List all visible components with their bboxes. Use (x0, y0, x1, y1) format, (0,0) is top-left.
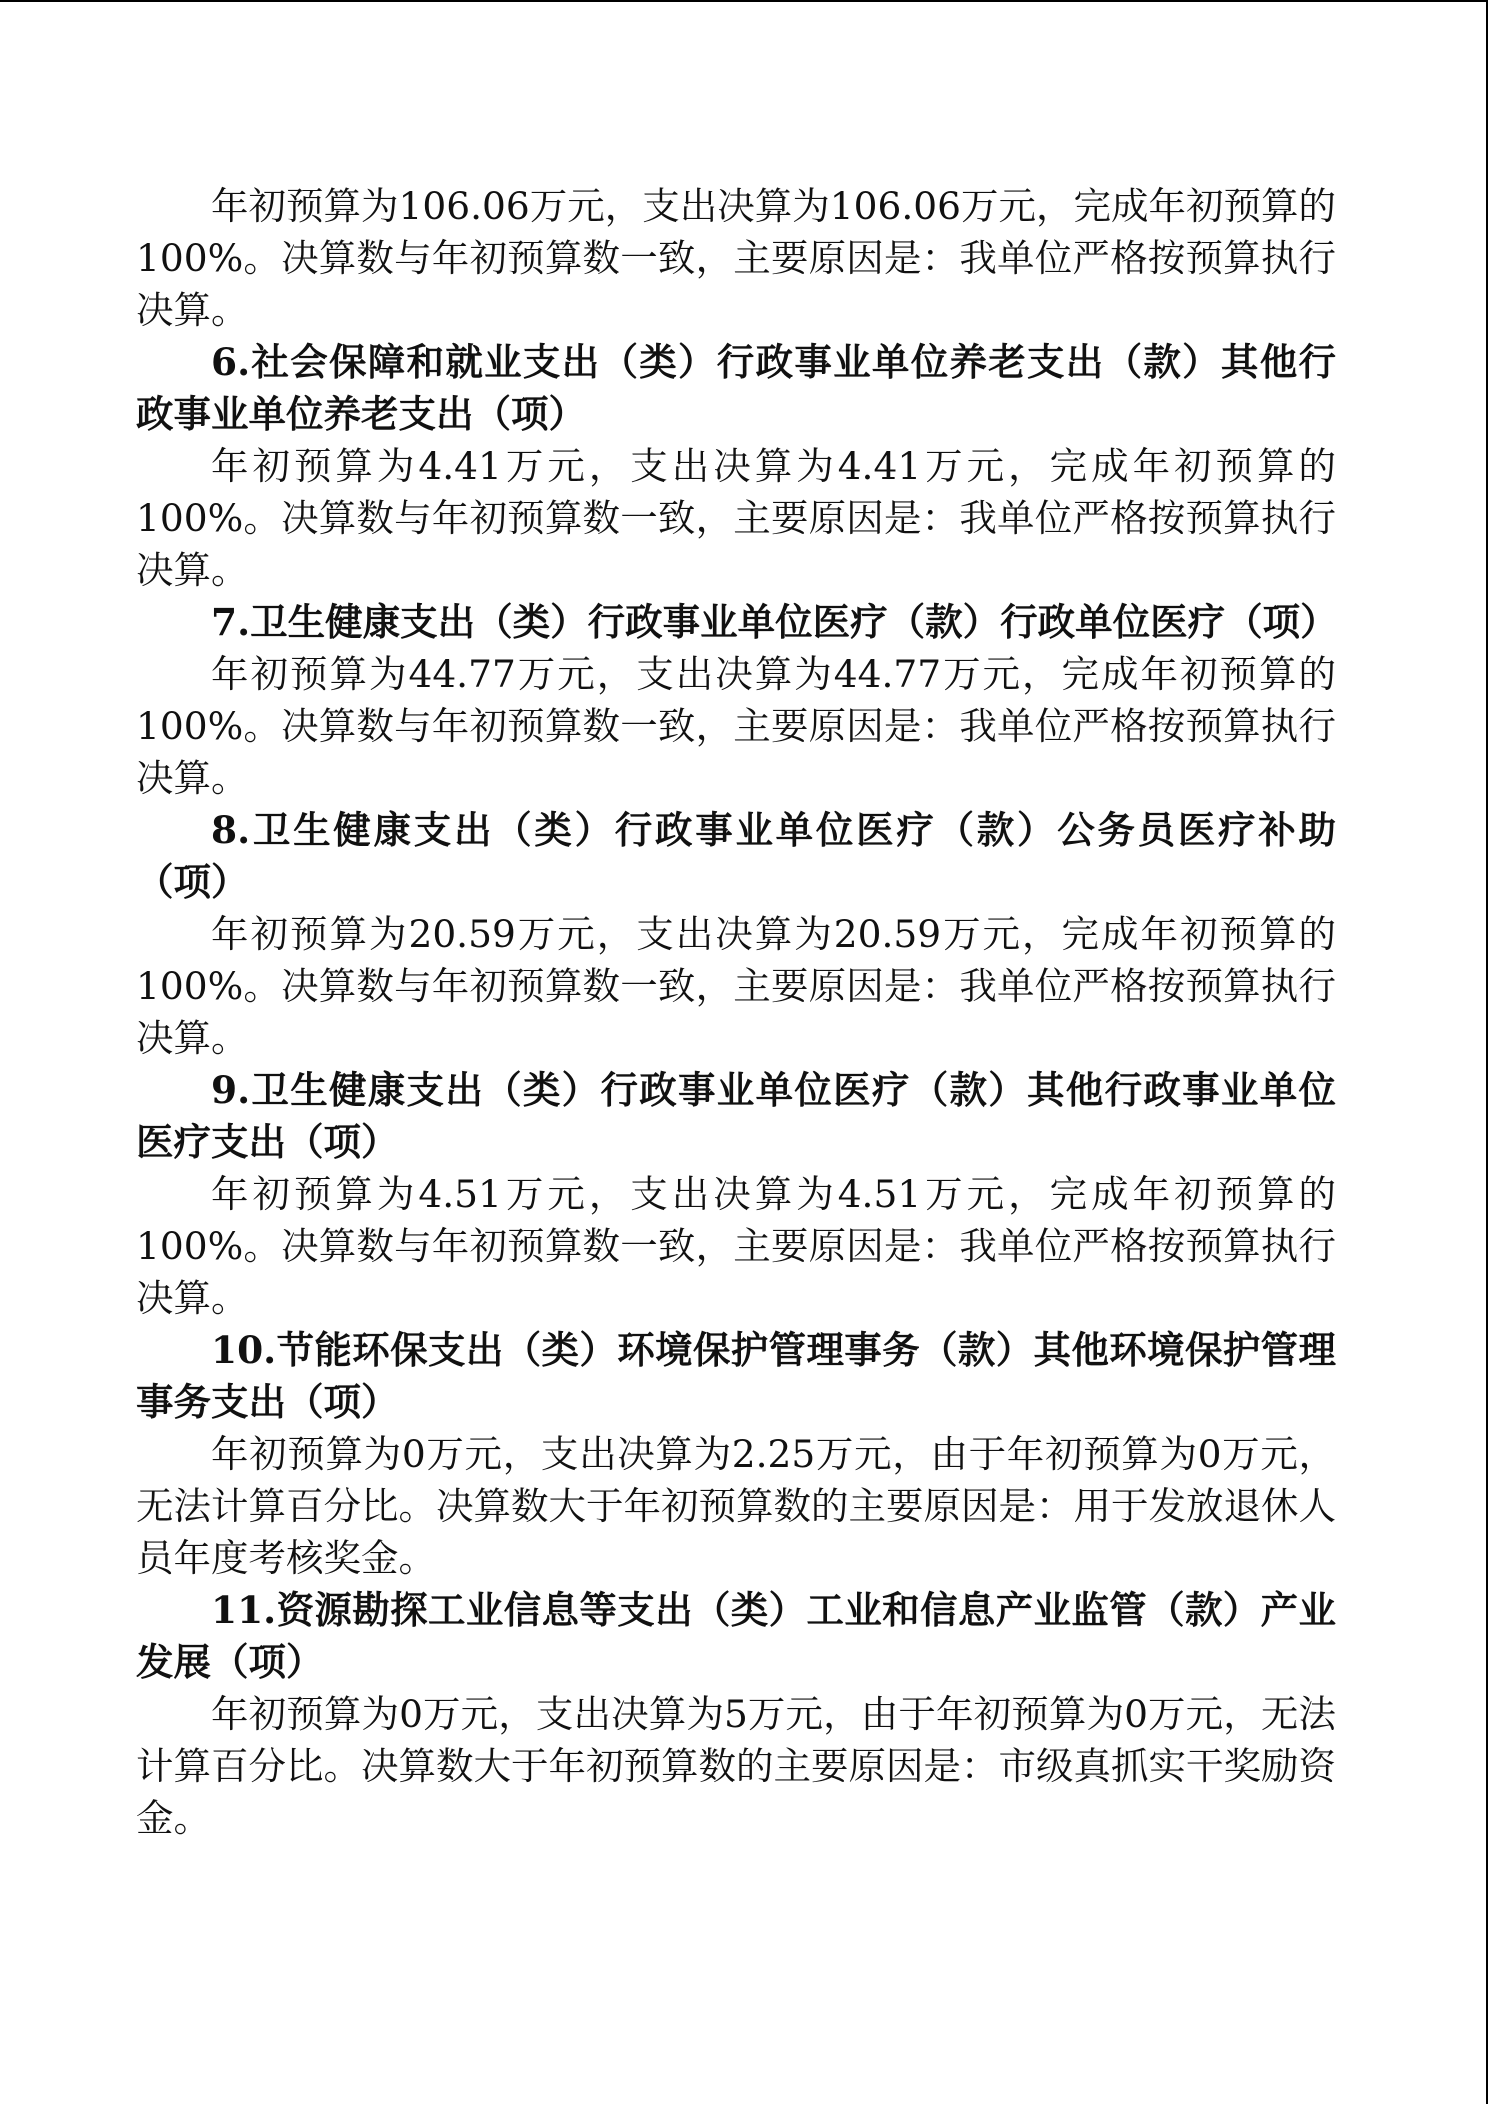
paragraph-item-6: 年初预算为4.41万元，支出决算为4.41万元，完成年初预算的100%。决算数与年初预算数一致，主要原因是：我单位严格按预算执行决算。 (136, 444, 1336, 592)
document-body (136, 180, 1336, 1844)
section-heading-11: 11.资源勘探工业信息等支出（类）工业和信息产业监管（款）产业发展（项） (136, 1588, 1336, 1684)
paragraph-item-4-expenditure: 年初预算为106.06万元，支出决算为106.06万元，完成年初预算的100%。决算数与年初预算数一致，主要原因是：我单位严格按预算执行决算。 (136, 184, 1336, 332)
paragraph-item-11: 年初预算为0万元，支出决算为5万元，由于年初预算为0万元，无法计算百分比。决算数大于年初预算数的主要原因是：市级真抓实干奖励资金。 (136, 1692, 1336, 1840)
section-heading-9: 9.卫生健康支出（类）行政事业单位医疗（款）其他行政事业单位医疗支出（项） (136, 1068, 1336, 1164)
section-heading-10: 10.节能环保支出（类）环境保护管理事务（款）其他环境保护管理事务支出（项） (136, 1328, 1336, 1424)
paragraph-item-7: 年初预算为44.77万元，支出决算为44.77万元，完成年初预算的100%。决算数与年初预算数一致，主要原因是：我单位严格按预算执行决算。 (136, 652, 1336, 800)
paragraph-item-10: 年初预算为0万元，支出决算为2.25万元，由于年初预算为0万元，无法计算百分比。决算数大于年初预算数的主要原因是：用于发放退休人员年度考核奖金。 (136, 1432, 1336, 1580)
paragraph-item-8: 年初预算为20.59万元，支出决算为20.59万元，完成年初预算的100%。决算数与年初预算数一致，主要原因是：我单位严格按预算执行决算。 (136, 912, 1336, 1060)
section-heading-6: 6.社会保障和就业支出（类）行政事业单位养老支出（款）其他行政事业单位养老支出（项） (136, 340, 1336, 436)
section-heading-7: 7.卫生健康支出（类）行政事业单位医疗（款）行政单位医疗（项） (211, 600, 1338, 644)
section-heading-8: 8.卫生健康支出（类）行政事业单位医疗（款）公务员医疗补助（项） (136, 808, 1336, 904)
paragraph-item-9: 年初预算为4.51万元，支出决算为4.51万元，完成年初预算的100%。决算数与年初预算数一致，主要原因是：我单位严格按预算执行决算。 (136, 1172, 1336, 1320)
